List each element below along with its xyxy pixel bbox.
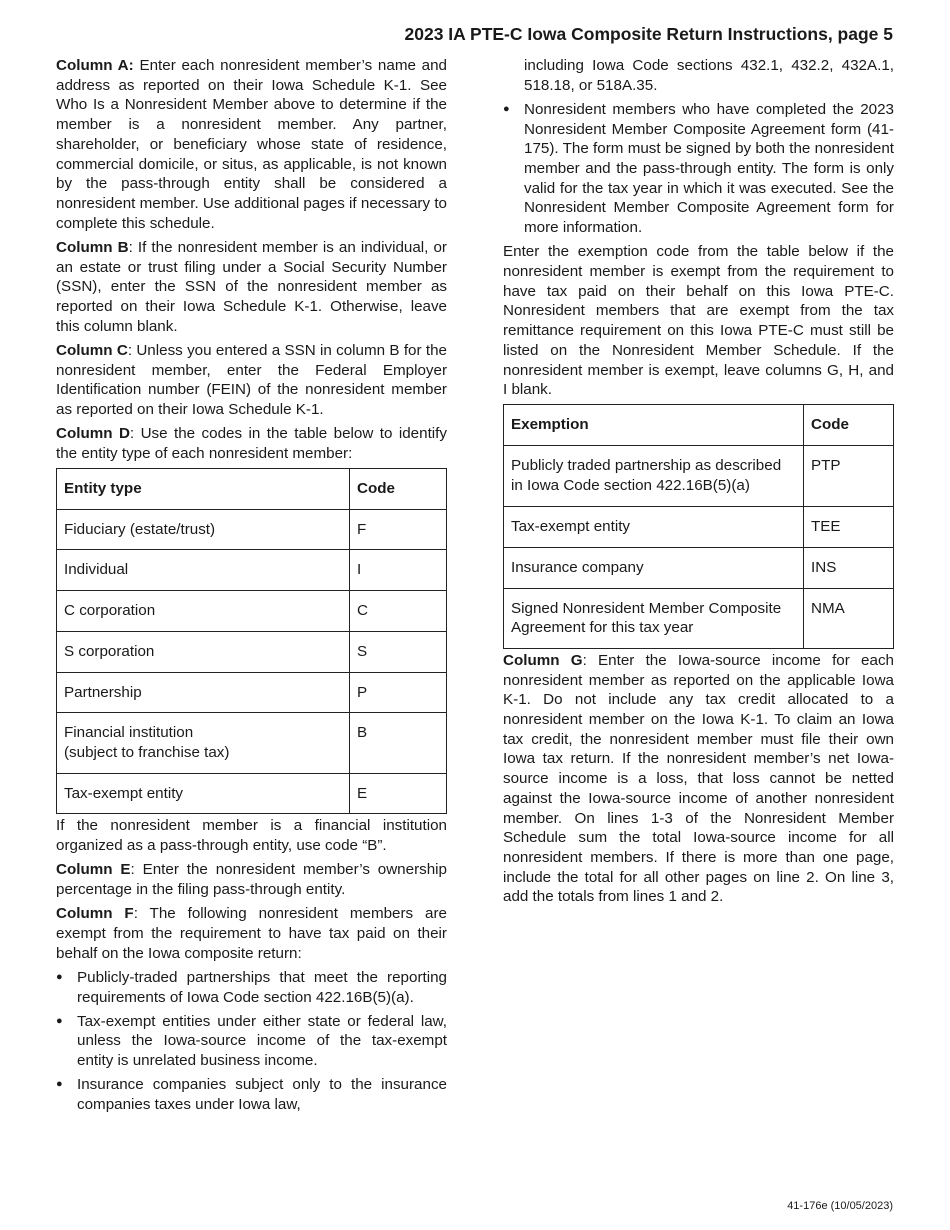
table-header-row [57,469,447,510]
table-cell-label: Tax-exempt entity [57,773,350,814]
table-cell-label: Tax-exempt entity [504,506,804,547]
table-row [504,547,894,588]
list-item: ● Insurance companies subject only to the insurance companies taxes under Iowa law, [56,1076,447,1114]
bullet-icon: ● [56,1014,63,1027]
exemption-intro: Enter the exemption code from the table below if the nonresident member is exempt from the requirement to have tax paid on their behalf on this Iowa PTE-C. Nonresident members that are exempt from the tax remittance requirement on this Iowa PTE-C must still be listed on the Nonresident Member Schedule. If the nonresident member is exempt, leave columns G, H, and I blank. [503,243,894,399]
column-g-paragraph: Column G: Enter the Iowa-source income for each nonresident member as reported on the applicable Iowa K-1. Do not include any tax credit allocated to a nonresident member on the Iowa K-1. To claim an Iowa tax credit, the nonresident member must file their own Iowa tax return. If the nonresident member’s net Iowa-source income is a loss, that loss cannot be netted against the Iowa-source income of another nonresident member. On lines 1-3 of the Nonresident Member Schedule sum the total Iowa-source income for all nonresident members. If there is more than one page, include the total for all other pages on line 2. On line 3, add the totals from lines 1 and 2. [503,651,894,906]
table-header: Entity type [57,469,350,510]
table-cell-code: TEE [804,506,894,547]
table-header-row [504,405,894,446]
table-cell-label: Publicly traded partnership as described in Iowa Code section 422.16B(5)(a) [504,446,804,506]
table-cell-code: PTP [804,446,894,506]
table-cell-code: F [350,509,447,550]
column-d-paragraph: Column D: Use the codes in the table below to identify the entity type of each nonresident member: [56,425,447,462]
column-e-paragraph: Column E: Enter the nonresident member’s ownership percentage in the filing pass-through entity. [56,861,447,898]
table-cell-label: Insurance company [504,547,804,588]
table-cell-code: S [350,631,447,672]
table-header: Code [804,405,894,446]
column-b-paragraph: Column B: If the nonresident member is an individual, or an estate or trust filing under a Social Security Number (SSN), enter the SSN of the nonresident member as reported on their Iowa Schedule K-1. Otherwise, leave this column blank. [56,238,447,335]
list-item-continued: including Iowa Code sections 432.1, 432.2, 432A.1, 518.18, or 518A.35. [524,57,894,94]
table-cell-label: Partnership [57,672,350,713]
table-cell-code: I [350,550,447,591]
list-item: ● Nonresident members who have completed the 2023 Nonresident Member Composite Agreement form (41-175). The form must be signed by both the nonresident member and the pass-through entity. The form is only valid for the tax year in which it was executed. See the Nonresident Member Composite Agreement form for more information. [503,100,894,237]
table-row [57,509,447,550]
table-header: Exemption [504,405,804,446]
form-id: 41-176e (10/05/2023) [787,1200,893,1212]
left-column [56,56,447,1119]
bullet-icon: ● [56,970,63,983]
column-c-paragraph: Column C: Unless you entered a SSN in column B for the nonresident member, enter the Federal Employer Identification number (FEIN) of the nonresident member as reported on their Iowa Schedule K-1. [56,341,447,418]
table-row [504,446,894,506]
column-f-paragraph: Column F: The following nonresident members are exempt from the requirement to have tax paid on their behalf on the Iowa composite return: [56,905,447,962]
table-row [57,591,447,632]
exemption-table [503,404,894,649]
entity-type-table [56,468,447,814]
table-row [57,672,447,713]
table-cell-label: C corporation [57,591,350,632]
bullet-icon: ● [503,102,510,115]
table-cell-code: E [350,773,447,814]
list-item: ● Publicly-traded partnerships that meet the reporting requirements of Iowa Code section 422.16B(5)(a). [56,968,447,1006]
table-cell-label: Financial institution (subject to franchise tax) [57,713,350,773]
list-item: ● Tax-exempt entities under either state or federal law, unless the Iowa-source income of the tax-exempt entity is unrelated business income. [56,1012,447,1070]
bullet-icon: ● [56,1078,63,1091]
table-cell-code: NMA [804,588,894,648]
table-row [504,588,894,648]
table-cell-label: Signed Nonresident Member Composite Agreement for this tax year [504,588,804,648]
table-cell-code: P [350,672,447,713]
page-title: 2023 IA PTE-C Iowa Composite Return Instructions, page 5 [404,24,893,44]
table-row [504,506,894,547]
table-row [57,713,447,773]
table-cell-code: INS [804,547,894,588]
column-a-paragraph: Column A: Enter each nonresident member’s name and address as reported on their Iowa Schedule K-1. See Who Is a Nonresident Member above to determine if the member is a nonresident member. Any partner, shareholder, or beneficiary whose state of residence, commercial domicile, or situs, as applicable, is not known by the pass-through entity shall be considered a nonresident member. Use additional pages if necessary to complete this schedule. [56,57,447,232]
financial-institution-note: If the nonresident member is a financial institution organized as a pass-through entity, use code “B”. [56,817,447,855]
table-cell-label: Fiduciary (estate/trust) [57,509,350,550]
table-cell-code: C [350,591,447,632]
table-cell-code: B [350,713,447,773]
table-cell-label: S corporation [57,631,350,672]
table-row [57,773,447,814]
table-header: Code [350,469,447,510]
right-column [503,56,894,912]
table-row [57,550,447,591]
table-row [57,631,447,672]
table-cell-label: Individual [57,550,350,591]
